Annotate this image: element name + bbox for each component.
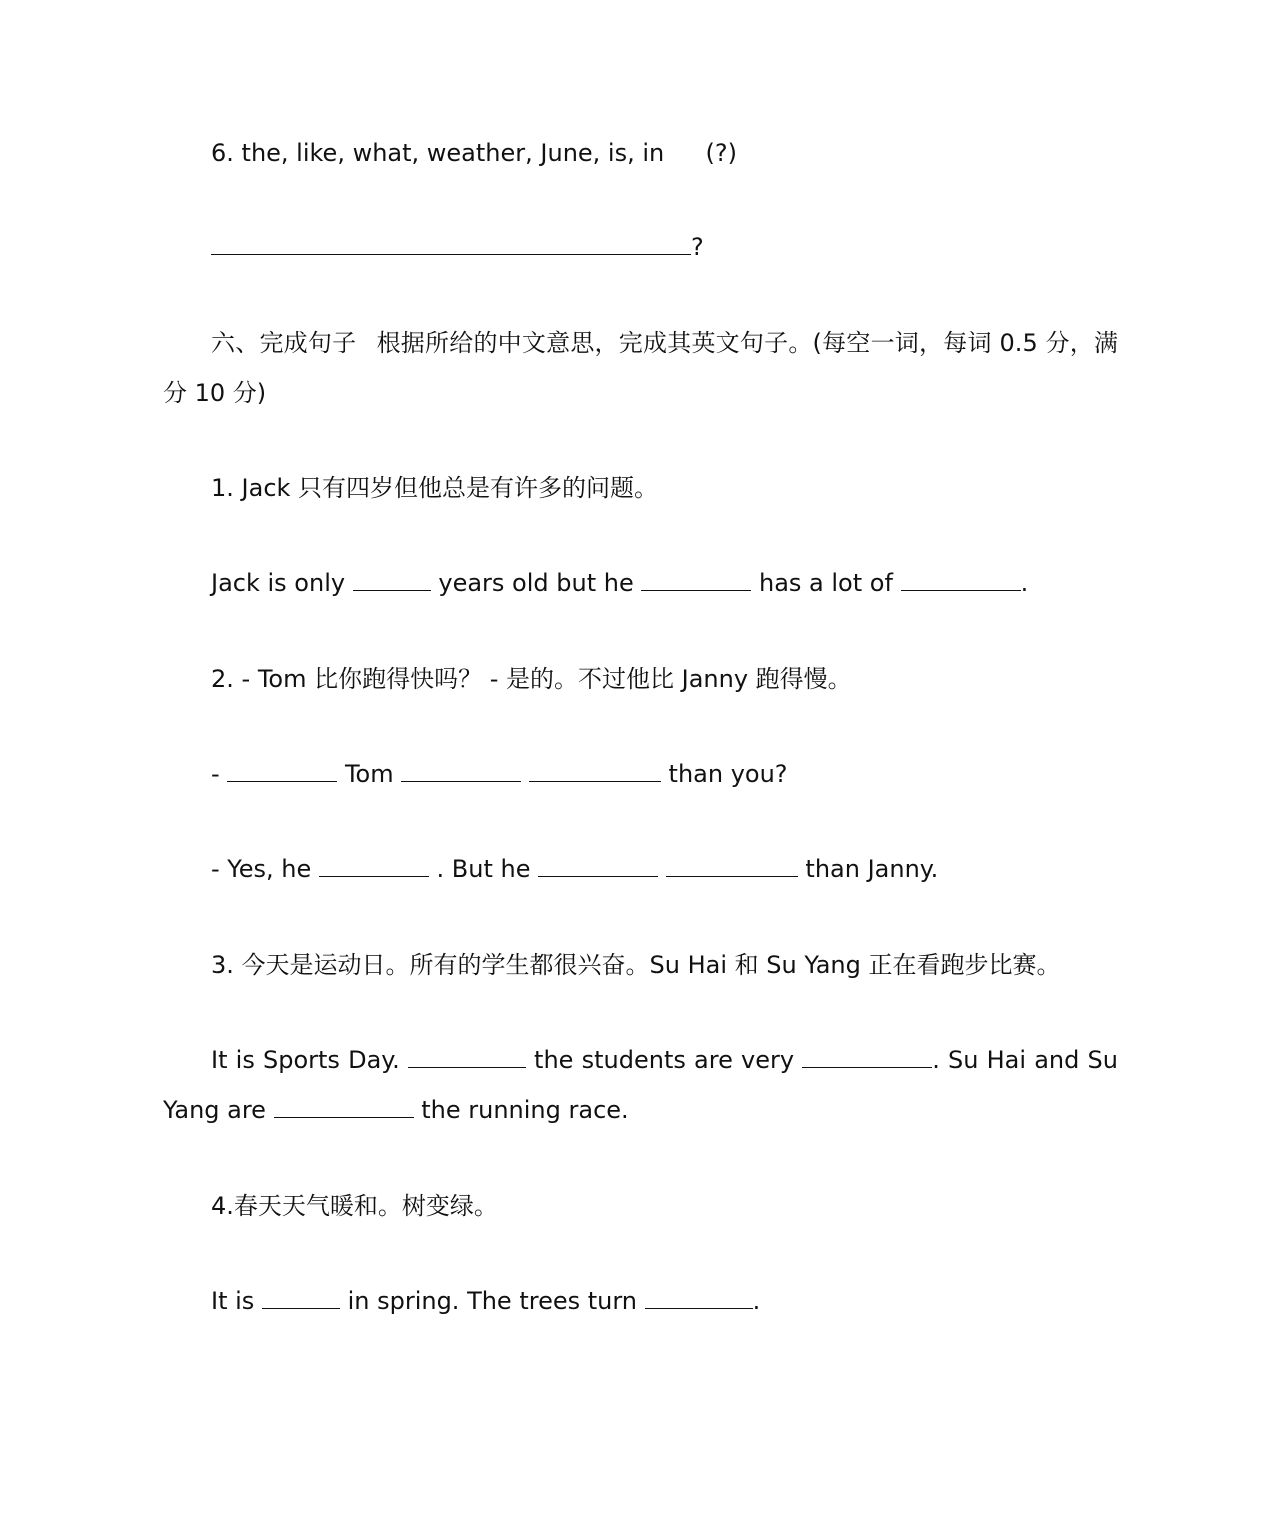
q6-prompt: 6. the, like, what, weather, June, is, in [211,139,665,167]
q6-answer-blank[interactable] [211,226,691,255]
item2-q-blank-3[interactable] [529,753,661,782]
item4-blank-2[interactable] [645,1280,753,1309]
item4-text-3: . [752,1287,761,1315]
item2-a-blank-2[interactable] [538,848,658,877]
item4-text-2: in spring. The trees turn [347,1287,638,1315]
item4-text-1: It is [211,1287,255,1315]
item2-q-blank-1[interactable] [227,753,337,782]
q6-end-mark: (?) [705,139,737,167]
section6-heading [163,318,1118,418]
section6-instruction: 根据所给的中文意思，完成其英文句子。(每空一词，每词 0.5 分，满分 10 分) [163,329,1119,407]
q6-answer-end: ? [691,233,704,261]
item2-a-text-3: than Janny. [805,855,939,883]
item3-blank-2[interactable] [802,1039,932,1068]
item4-blank-1[interactable] [262,1280,340,1309]
item1-english [163,558,1166,608]
item3-text-1: It is Sports Day. [211,1046,400,1074]
item4-chinese [163,1181,1166,1231]
item4-chinese-text: 4.春天天气暖和。树变绿。 [211,1192,498,1220]
item3-text-2: the students are very [534,1046,795,1074]
section6-title: 六、完成句子 [211,329,357,357]
item1-blank-1[interactable] [353,562,431,591]
item3-english [163,1035,1118,1135]
item2-answer [163,844,1166,894]
item3-blank-3[interactable] [274,1089,414,1118]
item2-a-text-1: - Yes, he [211,855,312,883]
item1-text-4: . [1020,569,1029,597]
item3-blank-1[interactable] [408,1039,526,1068]
item2-q-blank-2[interactable] [401,753,521,782]
item2-a-blank-1[interactable] [319,848,429,877]
item3-chinese-text: 3. 今天是运动日。所有的学生都很兴奋。Su Hai 和 Su Yang 正在看跑步比赛。 [211,951,1061,979]
item1-text-1: Jack is only [211,569,346,597]
item1-text-2: years old but he [438,569,634,597]
item1-blank-3[interactable] [901,562,1021,591]
item3-text-4: the running race. [421,1096,629,1124]
item2-q-dash: - [211,760,220,788]
item1-blank-2[interactable] [641,562,751,591]
item2-chinese [163,654,1166,704]
item2-q-text-tom: Tom [344,760,394,788]
q6-prompt-line [163,128,1166,178]
item2-a-blank-3[interactable] [666,848,798,877]
q6-answer-line [163,222,1166,272]
item2-chinese-text: 2. - Tom 比你跑得快吗？ - 是的。不过他比 Janny 跑得慢。 [211,665,852,693]
item2-a-text-2: . But he [436,855,531,883]
item1-text-3: has a lot of [759,569,893,597]
item4-english [163,1276,1166,1326]
item1-chinese [163,463,1166,513]
item3-text-3: . Su Hai and Su Yang are [163,1046,1118,1124]
item2-question [163,749,1166,799]
item2-q-text-end: than you? [668,760,788,788]
item1-chinese-text: 1. Jack 只有四岁但他总是有许多的问题。 [211,474,659,502]
item3-chinese [163,940,1166,990]
